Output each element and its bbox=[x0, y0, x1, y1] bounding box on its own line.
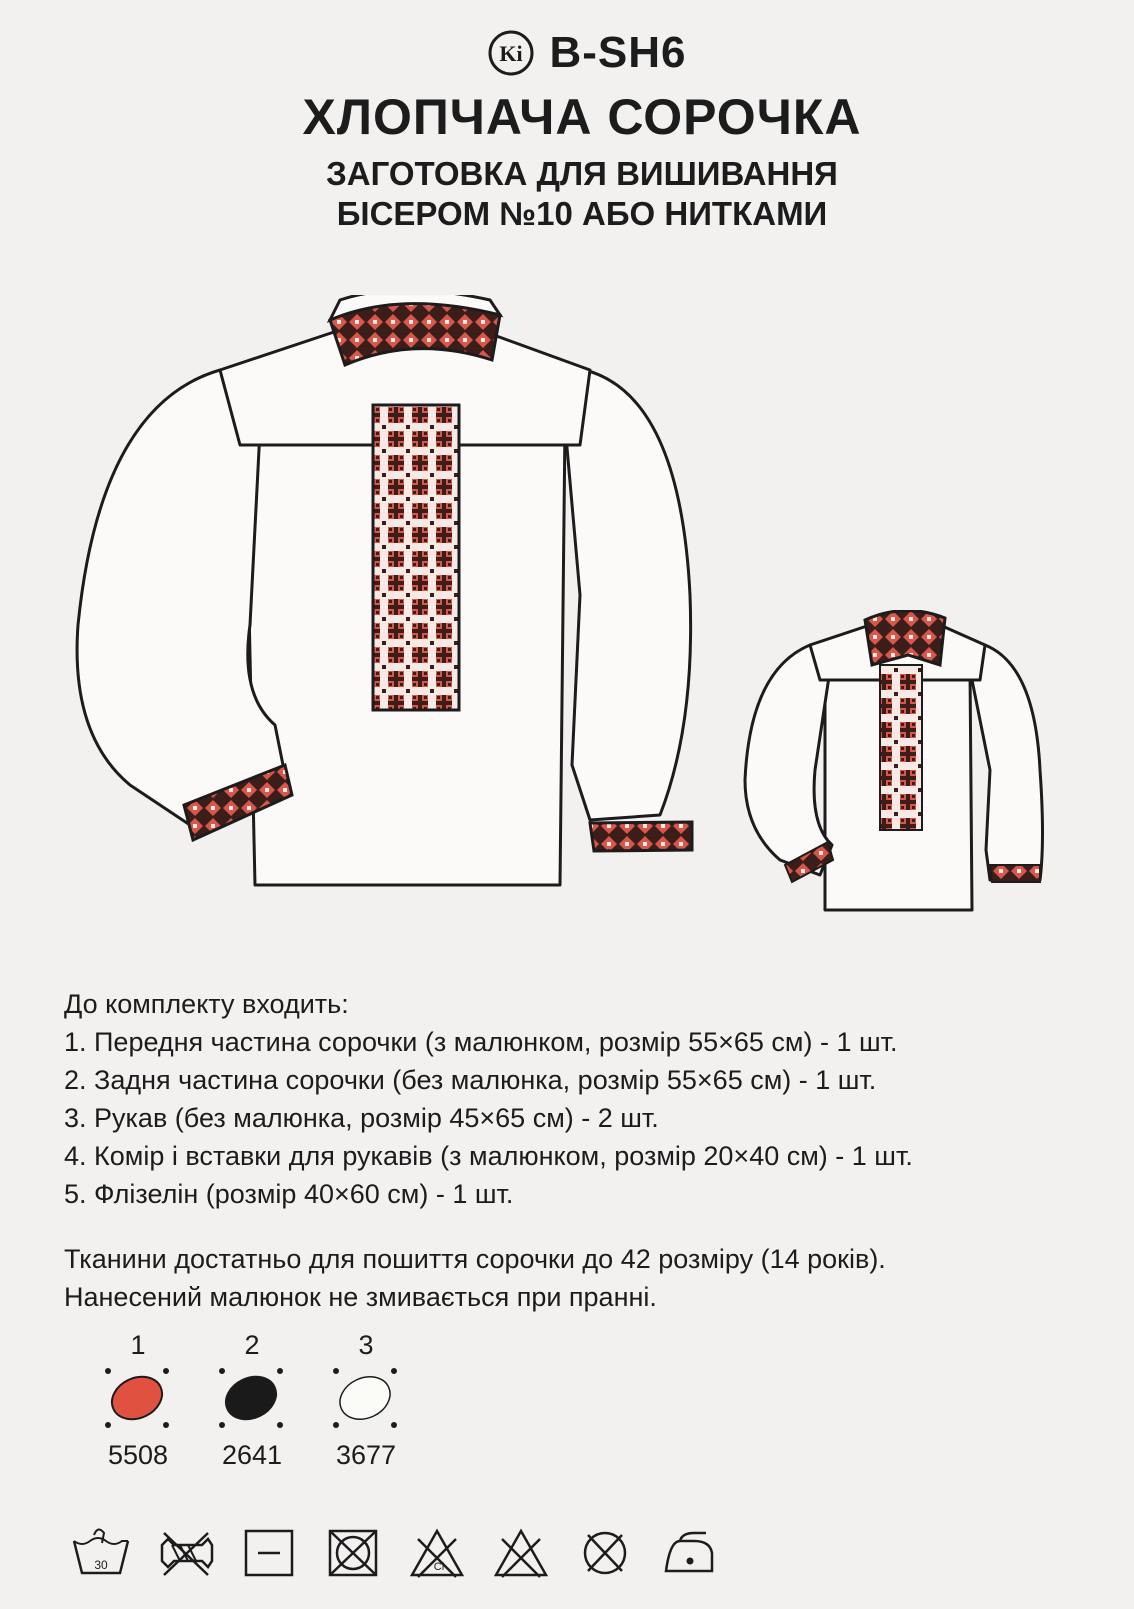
care-symbols bbox=[70, 1525, 720, 1581]
iron-low-icon bbox=[658, 1525, 720, 1581]
subtitle-line-2: БІСЕРОМ №10 АБО НИТКАМИ bbox=[336, 195, 828, 232]
swatch-2 bbox=[214, 1330, 290, 1471]
note-line-2: Нанесений малюнок не змивається при пранні. bbox=[64, 1282, 657, 1312]
color-swatches bbox=[100, 1330, 404, 1471]
swatch-code: 2641 bbox=[221, 1440, 283, 1470]
list-item: 1. Передня частина сорочки (з малюнком, розмір 55×65 см) - 1 шт. bbox=[64, 1027, 898, 1057]
list-item: 3. Рукав (без малюнка, розмір 45×65 см) - 2 шт. bbox=[64, 1103, 659, 1133]
hand-wash-icon bbox=[70, 1525, 132, 1581]
page-title: ХЛОПЧАЧА СОРОЧКА bbox=[302, 89, 862, 145]
svg-text:30: 30 bbox=[94, 1558, 108, 1572]
list-item: 4. Комір і вставки для рукавів (з малюнком, розмір 20×40 см) - 1 шт. bbox=[64, 1141, 913, 1171]
do-not-bleach-icon bbox=[490, 1525, 552, 1581]
shirt-small-illustration bbox=[740, 610, 1080, 920]
bead-icon bbox=[328, 1365, 404, 1431]
list-item: 5. Флізелін (розмір 40×60 см) - 1 шт. bbox=[64, 1179, 514, 1209]
product-code: B-SH6 bbox=[549, 28, 687, 77]
swatch-3 bbox=[328, 1330, 404, 1471]
swatch-code: 3677 bbox=[335, 1440, 397, 1470]
contents-heading: До комплекту входить: bbox=[64, 989, 349, 1019]
code-row bbox=[40, 28, 1134, 78]
kit-contents bbox=[64, 985, 913, 1213]
list-item: 2. Задня частина сорочки (без малюнка, розмір 55×65 см) - 1 шт. bbox=[64, 1065, 877, 1095]
subtitle-line-1: ЗАГОТОВКА ДЛЯ ВИШИВАННЯ bbox=[326, 155, 838, 192]
note-line-1: Тканини достатньо для пошиття сорочки до 42 розміру (14 років). bbox=[64, 1244, 886, 1274]
swatch-number: 3 bbox=[358, 1330, 374, 1360]
brand-logo bbox=[487, 29, 535, 77]
do-not-tumble-dry-icon bbox=[322, 1525, 384, 1581]
shirt-large-illustration bbox=[60, 295, 740, 915]
fabric-note bbox=[64, 1240, 886, 1316]
header bbox=[0, 28, 1134, 234]
do-not-wring-icon bbox=[154, 1525, 216, 1581]
swatch-number: 2 bbox=[244, 1330, 260, 1360]
dry-flat-icon bbox=[238, 1525, 300, 1581]
bead-icon bbox=[214, 1365, 290, 1431]
swatch-number: 1 bbox=[130, 1330, 146, 1360]
swatch-code: 5508 bbox=[107, 1440, 169, 1470]
swatch-1 bbox=[100, 1330, 176, 1471]
do-not-dry-clean-icon bbox=[574, 1525, 636, 1581]
no-chlorine-bleach-icon bbox=[406, 1525, 468, 1581]
bead-icon bbox=[100, 1365, 176, 1431]
svg-text:Cl: Cl bbox=[433, 1561, 445, 1573]
svg-text:Ki: Ki bbox=[499, 41, 524, 66]
